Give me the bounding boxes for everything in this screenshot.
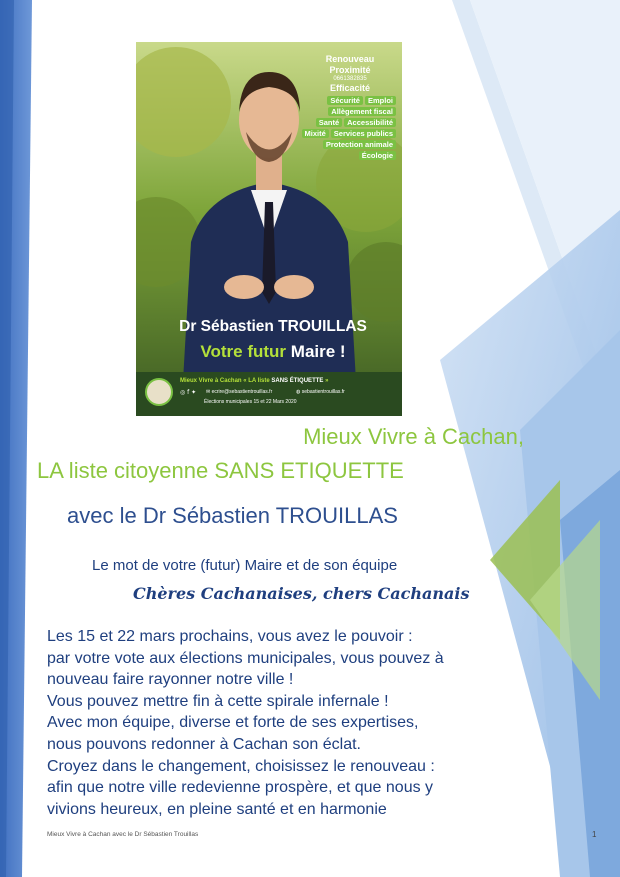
heading-line-1: Mieux Vivre à Cachan, bbox=[303, 424, 524, 449]
heading-line-3: avec le Dr Sébastien TROUILLAS bbox=[67, 503, 398, 528]
social-icons: ◎ f ✦ bbox=[180, 389, 197, 396]
poster-tag: Écologie bbox=[359, 151, 396, 160]
poster-tag: Services publics bbox=[331, 129, 396, 138]
poster-list-name bbox=[180, 378, 328, 384]
body-line: Avec mon équipe, diverse et forte de ses expertises, bbox=[47, 714, 419, 732]
poster-list-name-a: Mieux Vivre à Cachan « LA liste bbox=[180, 378, 270, 384]
avatar bbox=[145, 378, 173, 406]
poster-tag-renouveau: Renouveau bbox=[325, 54, 375, 64]
poster-tag: Allègement fiscal bbox=[328, 107, 396, 116]
poster-tag: Emploi bbox=[365, 96, 396, 105]
greeting: Chères Cachanaises, chers Cachanais bbox=[133, 584, 470, 603]
poster-tag-row bbox=[286, 107, 396, 116]
poster-election-dates: Élections municipales 15 et 22 Mars 2020 bbox=[204, 399, 297, 405]
body-line: nous pouvons redonner à Cachan son éclat. bbox=[47, 735, 361, 753]
intro-text: Le mot de votre (futur) Maire et de son équipe bbox=[92, 557, 398, 574]
poster-values-list bbox=[286, 54, 396, 160]
body-line: Croyez dans le changement, choisissez le renouveau : bbox=[47, 757, 435, 775]
poster-tag-row bbox=[286, 118, 396, 127]
poster-tag-row bbox=[286, 140, 396, 149]
body-line: Vous pouvez mettre fin à cette spirale infernale ! bbox=[47, 692, 389, 710]
poster-tag: Santé bbox=[316, 118, 342, 127]
body-line: Les 15 et 22 mars prochains, vous avez le pouvoir : bbox=[47, 628, 413, 645]
poster-tag-proximite: Proximité bbox=[329, 65, 371, 75]
body-line: afin que notre ville redevienne prospère, et que nous y bbox=[47, 779, 434, 797]
poster-tag-row bbox=[286, 96, 396, 105]
poster-slogan bbox=[148, 342, 398, 362]
body-line: nouveau faire rayonner notre ville ! bbox=[47, 671, 294, 689]
campaign-poster bbox=[136, 42, 402, 416]
poster-tag-row bbox=[286, 129, 396, 138]
body-line: vivions heureux, en pleine santé et en harmonie bbox=[47, 800, 387, 818]
poster-tag-efficacite: Efficacité bbox=[329, 83, 371, 93]
poster-slogan-green: Votre futur bbox=[200, 342, 287, 361]
page-footer: Mieux Vivre à Cachan avec le Dr Sébastien Trouillas bbox=[47, 831, 199, 838]
heading-line-2: LA liste citoyenne SANS ETIQUETTE bbox=[37, 458, 404, 483]
poster-tag: Accessibilité bbox=[344, 118, 396, 127]
poster-tag: Protection animale bbox=[323, 140, 396, 149]
poster-list-name-c: » bbox=[325, 378, 329, 384]
poster-slogan-white: Maire ! bbox=[290, 342, 346, 361]
poster-list-name-b: SANS ÉTIQUETTE bbox=[271, 378, 324, 384]
poster-tag: Mixité bbox=[302, 129, 329, 138]
poster-website: ◍ sebastientrouillas.fr bbox=[296, 389, 345, 395]
poster-email: ✉ ecrire@sebastientrouillas.fr bbox=[206, 389, 273, 395]
poster-tag: Sécurité bbox=[327, 96, 363, 105]
body-text bbox=[47, 626, 547, 820]
poster-tag-row bbox=[286, 151, 396, 160]
page-number: 1 bbox=[592, 830, 597, 839]
poster-footer-band bbox=[136, 372, 402, 416]
poster-candidate-name: Dr Sébastien TROUILLAS bbox=[179, 318, 367, 335]
body-line: par votre vote aux élections municipales, vous pouvez à bbox=[47, 649, 444, 667]
poster-phone: 0661382835 bbox=[333, 76, 367, 82]
